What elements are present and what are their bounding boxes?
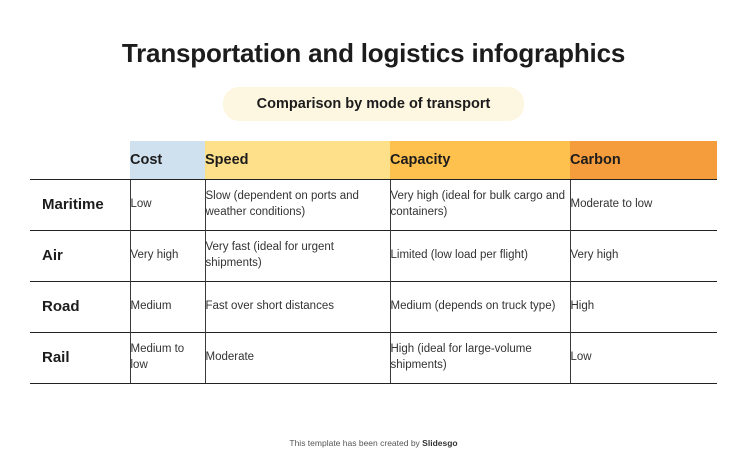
cell-maritime-carbon: Moderate to low <box>570 179 717 230</box>
column-header-carbon: Carbon <box>570 141 717 179</box>
table-row <box>30 179 717 230</box>
cell-air-carbon: Very high <box>570 230 717 281</box>
cell-rail-cost: Medium to low <box>130 332 205 383</box>
table-row <box>30 230 717 281</box>
cell-road-speed: Fast over short distances <box>205 281 390 332</box>
row-label-maritime: Maritime <box>30 179 130 230</box>
row-label-road: Road <box>30 281 130 332</box>
subtitle-pill: Comparison by mode of transport <box>223 87 525 121</box>
cell-maritime-speed: Slow (dependent on ports and weather conditions) <box>205 179 390 230</box>
subtitle-container <box>0 87 747 121</box>
table-row <box>30 281 717 332</box>
cell-air-speed: Very fast (ideal for urgent shipments) <box>205 230 390 281</box>
cell-air-capacity: Limited (low load per flight) <box>390 230 570 281</box>
cell-rail-carbon: Low <box>570 332 717 383</box>
column-header-cost: Cost <box>130 141 205 179</box>
cell-road-cost: Medium <box>130 281 205 332</box>
slide <box>0 38 747 458</box>
cell-rail-speed: Moderate <box>205 332 390 383</box>
cell-maritime-cost: Low <box>130 179 205 230</box>
footer-credit <box>0 438 747 448</box>
footer-text: This template has been created by <box>289 438 423 448</box>
table-row <box>30 332 717 383</box>
row-label-air: Air <box>30 230 130 281</box>
table-corner-cell <box>30 141 130 179</box>
page-title: Transportation and logistics infographics <box>121 38 626 68</box>
cell-rail-capacity: High (ideal for large-volume shipments) <box>390 332 570 383</box>
column-header-capacity: Capacity <box>390 141 570 179</box>
cell-road-capacity: Medium (depends on truck type) <box>390 281 570 332</box>
table-header-row <box>30 141 717 179</box>
cell-road-carbon: High <box>570 281 717 332</box>
comparison-table <box>30 141 717 384</box>
comparison-table-container <box>30 141 717 384</box>
footer-brand: Slidesgo <box>422 438 458 448</box>
row-label-rail: Rail <box>30 332 130 383</box>
column-header-speed: Speed <box>205 141 390 179</box>
cell-air-cost: Very high <box>130 230 205 281</box>
cell-maritime-capacity: Very high (ideal for bulk cargo and containers) <box>390 179 570 230</box>
